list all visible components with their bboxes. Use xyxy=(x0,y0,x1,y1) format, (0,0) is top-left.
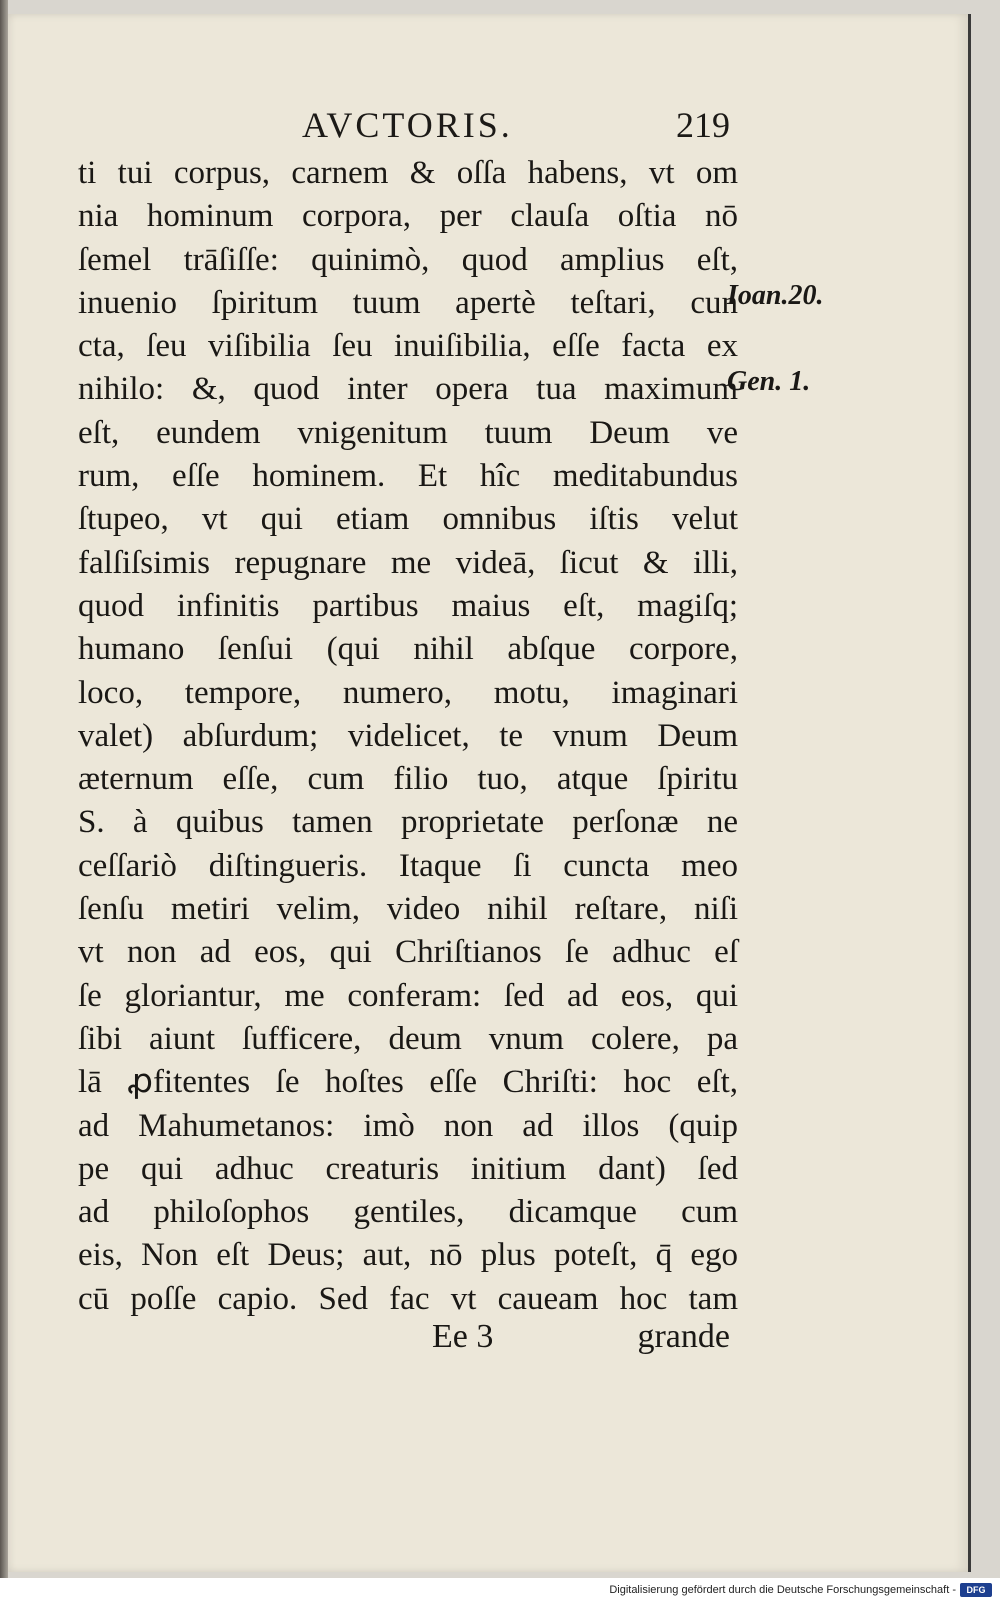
text-line: æternum eſſe, cum filio tuo, atque ſpiritu xyxy=(78,761,738,798)
text-line: ad Mahumetanos: imò non ad illos (quip xyxy=(78,1107,738,1144)
text-line: ſibi aiunt ſufficere, deum vnum colere, pa xyxy=(78,1020,738,1057)
text-line: humano ſenſui (qui nihil abſque corpore, xyxy=(78,631,738,668)
body-text xyxy=(78,152,738,1321)
text-line: vt non ad eos, qui Chriſtianos ſe adhuc eſ xyxy=(78,934,738,971)
running-head: AVCTORIS. xyxy=(302,105,513,145)
text-line: ti tui corpus, carnem & oſſa habens, vt om xyxy=(78,155,738,191)
text-line: eis, Non eſt Deus; aut, nō plus poteſt, q̄ ego xyxy=(78,1237,738,1274)
text-line: pe qui adhuc creaturis initium dant) ſed xyxy=(78,1150,738,1187)
text-line: S. à quibus tamen proprietate perſonæ ne xyxy=(78,804,738,841)
text-line: rum, eſſe hominem. Et hîc meditabundus xyxy=(78,458,738,495)
text-line: loco, tempore, numero, motu, imaginari xyxy=(78,674,738,711)
text-line: cū poſſe capio. Sed fac vt caueam hoc tam xyxy=(78,1280,738,1317)
text-line: nia hominum corpora, per clauſa oſtia nō xyxy=(78,198,738,235)
text-line: inuenio ſpiritum tuum apertè teſtari, cun xyxy=(78,284,738,321)
text-line: ſe gloriantur, me conferam: ſed ad eos, qui xyxy=(78,977,738,1014)
text-line: ad philoſophos gentiles, dicamque cum xyxy=(78,1194,738,1231)
page-number: 219 xyxy=(676,105,730,145)
credit-bar xyxy=(0,1578,1000,1604)
credit-text: Digitalisierung gefördert durch die Deutsche Forschungsgemeinschaft - xyxy=(609,1584,956,1596)
text-line: ſenſu metiri velim, video nihil reſtare, niſi xyxy=(78,891,738,928)
page-header xyxy=(290,102,740,150)
text-line: nihilo: &, quod inter opera tua maximum xyxy=(78,371,738,408)
signature-mark: Ee 3 xyxy=(432,1318,494,1355)
text-line: cta, ſeu viſibilia ſeu inuiſibilia, eſſe facta ex xyxy=(78,328,738,365)
text-line: ceſſariò diſtingueris. Itaque ſi cuncta meo xyxy=(78,847,738,884)
page-binding-edge xyxy=(0,0,8,1578)
text-line: lā ꝓfitentes ſe hoſtes eſſe Chriſti: hoc eſt, xyxy=(78,1064,738,1101)
text-line: valet) abſurdum; videlicet, te vnum Deum xyxy=(78,717,738,754)
text-line: falſiſsimis repugnare me videā, ſicut & illi, xyxy=(78,544,738,581)
marginal-note: Ioan.20. xyxy=(727,280,824,311)
catchword: grande xyxy=(637,1318,730,1355)
text-line: ſemel trāſiſſe: quinimò, quod amplius eſt, xyxy=(78,241,738,278)
text-line: quod infinitis partibus maius eſt, magiſq; xyxy=(78,587,738,624)
page-footer xyxy=(420,1318,740,1366)
text-line: ſtupeo, vt qui etiam omnibus iſtis velut xyxy=(78,501,738,538)
dfg-logo: DFG xyxy=(960,1583,992,1597)
marginal-note: Gen. 1. xyxy=(727,366,811,397)
text-line: eſt, eundem vnigenitum tuum Deum ve xyxy=(78,414,738,451)
